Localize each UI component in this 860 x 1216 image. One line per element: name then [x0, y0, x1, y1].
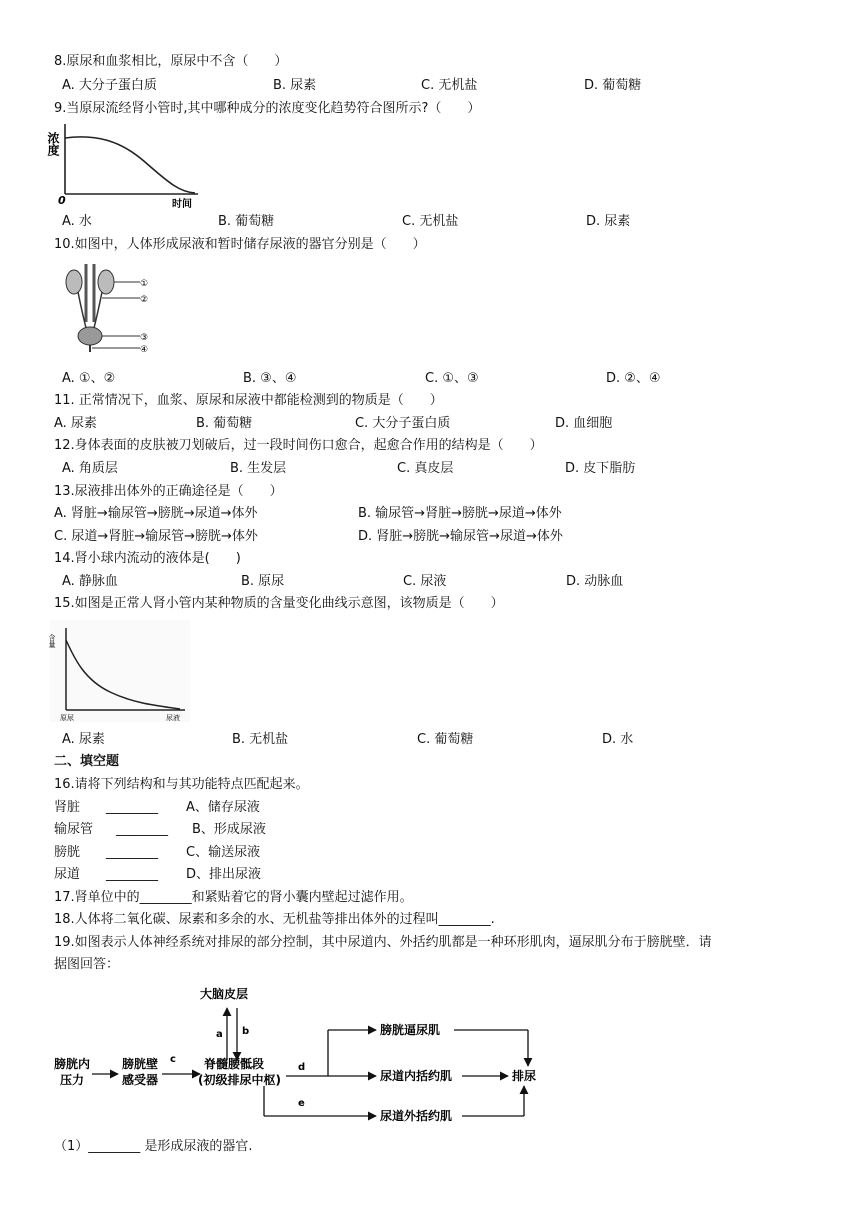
- q11-stem: 11. 正常情况下，血浆、原尿和尿液中都能检测到的物质是（ ）: [54, 393, 443, 408]
- q10-option-a[interactable]: A. ①、②: [62, 371, 116, 386]
- q9-option-b[interactable]: B. 葡萄糖: [218, 214, 275, 229]
- section-heading-fill-in: 二、填空题: [54, 754, 120, 769]
- q10-label-3: ③: [140, 333, 149, 343]
- q19-stem-line1: 19.如图表示人体神经系统对排尿的部分控制，其中尿道内、外括约肌都是一种环形肌肉，逼尿肌分布于膀胱壁．请: [54, 935, 712, 950]
- diagram-receptor-2: 感受器: [122, 1073, 159, 1087]
- diagram-urinate: 排尿: [512, 1069, 537, 1083]
- q11-option-c[interactable]: C. 大分子蛋白质: [355, 416, 451, 431]
- diagram-pressure-1: 膀胱内: [54, 1057, 91, 1071]
- q9-origin: 0: [58, 194, 66, 207]
- diagram-cortex: 大脑皮层: [200, 987, 249, 1001]
- q10-label-4: ④: [140, 345, 149, 355]
- diagram-label-e: e: [298, 1098, 305, 1109]
- q8-option-b[interactable]: B. 尿素: [273, 78, 317, 93]
- q13-option-a[interactable]: A. 肾脏→输尿管→膀胱→尿道→体外: [54, 506, 258, 521]
- diagram-label-a: a: [216, 1029, 223, 1040]
- q16-func-3: C、输送尿液: [186, 845, 261, 860]
- q10-label-2: ②: [140, 295, 149, 305]
- diagram-label-b: b: [242, 1026, 250, 1037]
- q12-option-c[interactable]: C. 真皮层: [397, 461, 454, 476]
- q8-option-c[interactable]: C. 无机盐: [421, 78, 478, 93]
- diagram-outer-sphincter: 尿道外括约肌: [380, 1109, 453, 1123]
- q18-stem: 18.人体将二氧化碳、尿素和多余的水、无机盐等排出体外的过程叫________.: [54, 912, 495, 927]
- q12-option-b[interactable]: B. 生发层: [230, 461, 287, 476]
- q10-option-d[interactable]: D. ②、④: [606, 371, 661, 386]
- q16-organ-1: 肾脏: [54, 800, 81, 815]
- q10-label-1: ①: [140, 279, 149, 289]
- diagram-inner-sphincter: 尿道内括约肌: [380, 1069, 453, 1083]
- q9-concentration-graph: [46, 120, 200, 212]
- diagram-center-2: (初级排尿中枢): [198, 1073, 281, 1087]
- q15-option-a[interactable]: A. 尿素: [62, 732, 105, 747]
- q14-option-d[interactable]: D. 动脉血: [566, 574, 624, 589]
- q16-func-4: D、排出尿液: [186, 867, 262, 882]
- diagram-receptor-1: 膀胱壁: [122, 1057, 159, 1071]
- q14-option-b[interactable]: B. 原尿: [241, 574, 285, 589]
- q16-func-2: B、形成尿液: [192, 822, 266, 837]
- q15-option-b[interactable]: B. 无机盐: [232, 732, 289, 747]
- q12-stem: 12.身体表面的皮肤被刀划破后，过一段时间伤口愈合，起愈合作用的结构是（ ）: [54, 438, 543, 453]
- q12-option-d[interactable]: D. 皮下脂肪: [565, 461, 636, 476]
- q13-stem: 13.尿液排出体外的正确途径是（ ）: [54, 484, 283, 499]
- q14-option-c[interactable]: C. 尿液: [403, 574, 447, 589]
- diagram-detrusor: 膀胱逼尿肌: [380, 1023, 441, 1037]
- q19-stem-line2: 据图回答：: [54, 957, 120, 972]
- q19-sub-question-1: （1）________ 是形成尿液的器官.: [54, 1139, 253, 1154]
- q12-option-a[interactable]: A. 角质层: [62, 461, 118, 476]
- q13-option-d[interactable]: D. 肾脏→膀胱→输尿管→尿道→体外: [358, 529, 563, 544]
- q15-option-c[interactable]: C. 葡萄糖: [417, 732, 474, 747]
- q16-func-1: A、储存尿液: [186, 800, 260, 815]
- q8-stem: 8.原尿和血浆相比，原尿中不含（ ）: [54, 54, 288, 69]
- q15-option-d[interactable]: D. 水: [602, 732, 634, 747]
- q15-content-curve: [50, 620, 190, 722]
- q14-option-a[interactable]: A. 静脉血: [62, 574, 118, 589]
- q15-xlabel-right: 尿液: [166, 714, 180, 722]
- q9-option-a[interactable]: A. 水: [62, 214, 92, 229]
- q10-stem: 10.如图中，人体形成尿液和暂时储存尿液的器官分别是（ ）: [54, 237, 426, 252]
- q16-organ-4: 尿道: [54, 867, 81, 882]
- q9-xlabel: 时间: [172, 199, 192, 210]
- q16-stem: 16.请将下列结构和与其功能特点匹配起来。: [54, 777, 309, 792]
- q11-option-a[interactable]: A. 尿素: [54, 416, 97, 431]
- q15-stem: 15.如图是正常人肾小管内某种物质的含量变化曲线示意图，该物质是（ ）: [54, 596, 504, 611]
- q17-stem: 17.肾单位中的________和紧贴着它的肾小囊内壁起过滤作用。: [54, 890, 413, 905]
- q8-option-a[interactable]: A. 大分子蛋白质: [62, 78, 157, 93]
- q9-option-d[interactable]: D. 尿素: [586, 214, 631, 229]
- q15-ylabel: 含量: [48, 634, 56, 648]
- q10-option-c[interactable]: C. ①、③: [425, 371, 479, 386]
- q8-option-d[interactable]: D. 葡萄糖: [584, 78, 642, 93]
- q15-xlabel-left: 原尿: [60, 714, 74, 722]
- diagram-label-d: d: [298, 1062, 306, 1073]
- q9-ylabel: 浓度: [46, 132, 60, 156]
- q9-option-c[interactable]: C. 无机盐: [402, 214, 459, 229]
- q13-option-c[interactable]: C. 尿道→肾脏→输尿管→膀胱→体外: [54, 529, 258, 544]
- q14-stem: 14.肾小球内流动的液体是( ): [54, 551, 241, 566]
- q16-organ-2: 输尿管: [54, 822, 94, 837]
- diagram-label-c: c: [170, 1054, 176, 1065]
- q16-blank-3[interactable]: ________: [106, 845, 158, 860]
- q13-option-b[interactable]: B. 输尿管→肾脏→膀胱→尿道→体外: [358, 506, 562, 521]
- q19-micturition-reflex-diagram: [50, 980, 570, 1130]
- q16-blank-4[interactable]: ________: [106, 867, 158, 882]
- q16-organ-3: 膀胱: [54, 845, 81, 860]
- q16-blank-1[interactable]: ________: [106, 800, 158, 815]
- q10-option-b[interactable]: B. ③、④: [243, 371, 297, 386]
- q11-option-b[interactable]: B. 葡萄糖: [196, 416, 253, 431]
- q16-blank-2[interactable]: ________: [116, 822, 168, 837]
- q11-option-d[interactable]: D. 血细胞: [555, 416, 613, 431]
- diagram-pressure-2: 压力: [60, 1073, 85, 1087]
- q9-stem: 9.当原尿流经肾小管时,其中哪种成分的浓度变化趋势符合图所示?（ ）: [54, 101, 481, 116]
- diagram-center-1: 脊髓腰骶段: [204, 1057, 265, 1071]
- q10-urinary-system-figure: [60, 262, 155, 354]
